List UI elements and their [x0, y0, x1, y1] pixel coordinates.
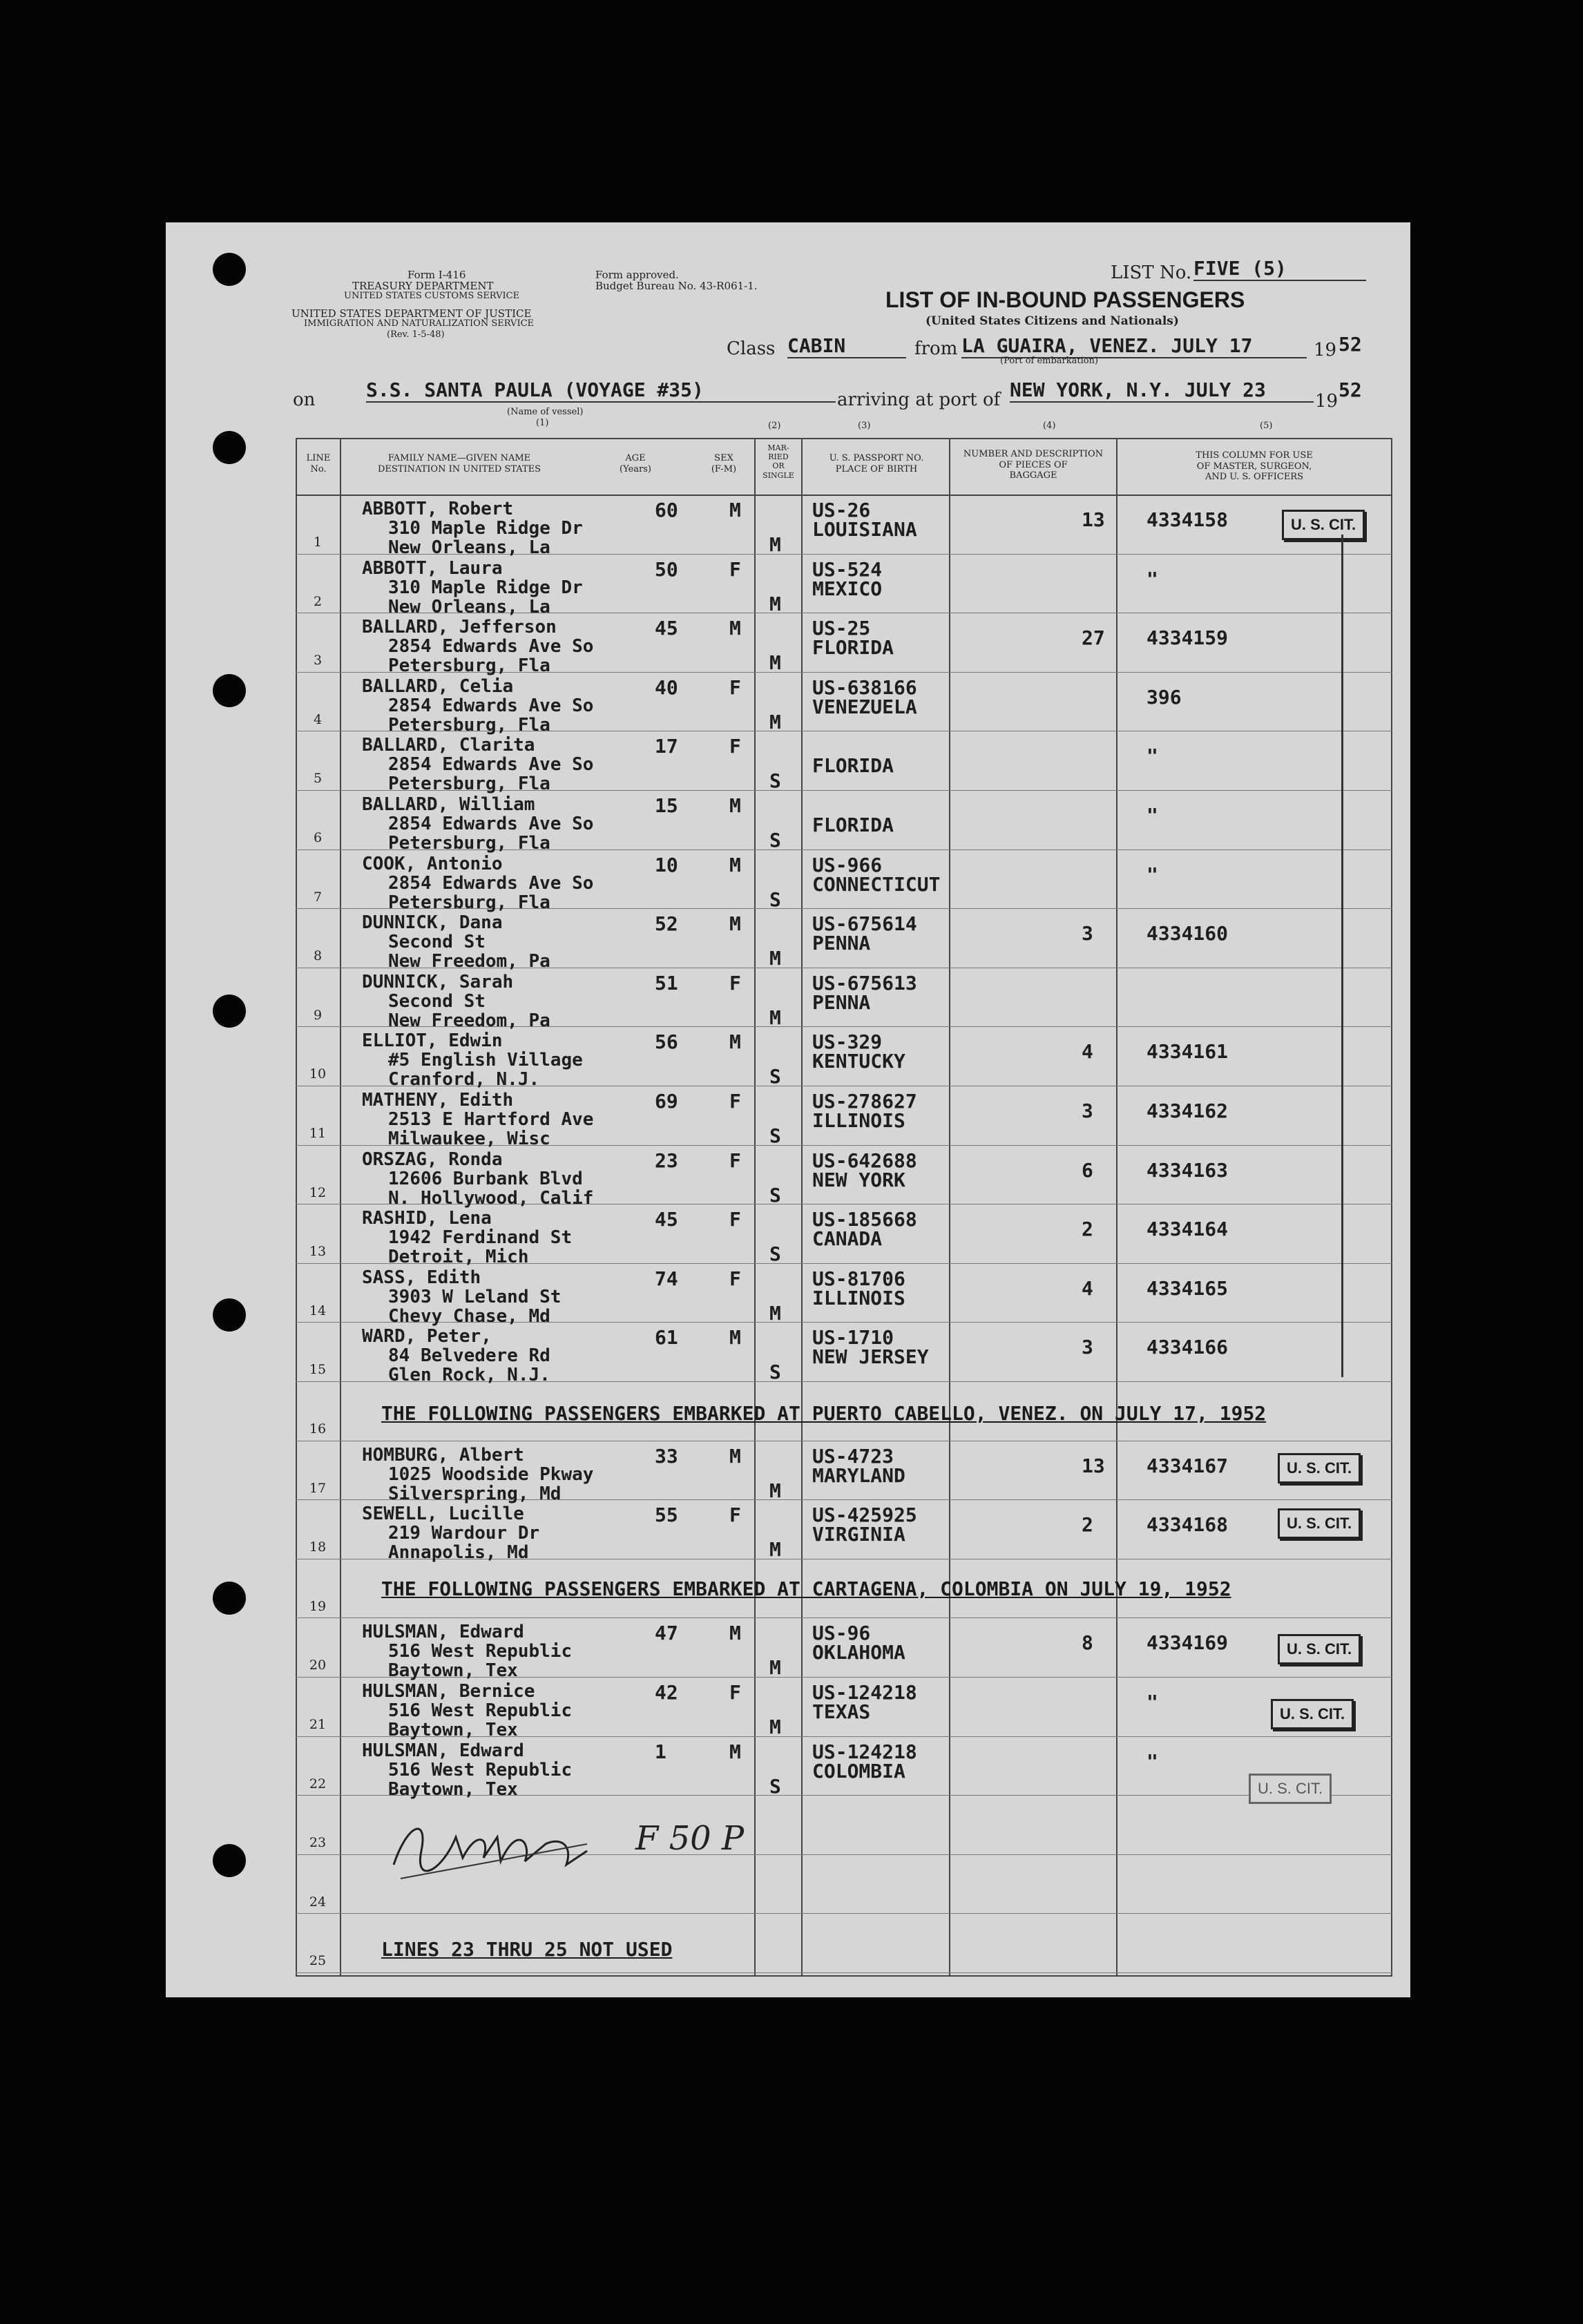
passport-number: US-4723 — [812, 1444, 894, 1468]
passenger-sex: F — [729, 1149, 741, 1172]
passenger-marital: S — [769, 1774, 781, 1798]
passenger-name: HULSMAN, Bernice — [362, 1681, 535, 1702]
place-of-birth: OKLAHOMA — [812, 1641, 905, 1664]
justice-dept: UNITED STATES DEPARTMENT OF JUSTICE — [291, 307, 532, 320]
punch-hole — [213, 674, 246, 707]
line-number: 2 — [313, 593, 323, 609]
col-sex-header: SEX (F-M) — [711, 453, 737, 474]
passenger-marital: S — [769, 1242, 781, 1266]
line-number: 23 — [309, 1835, 327, 1851]
line-number: 22 — [309, 1776, 327, 1792]
on-label: on — [293, 390, 316, 410]
officer-number: " — [1147, 1749, 1158, 1773]
passenger-sex: F — [729, 1090, 741, 1113]
place-of-birth: FLORIDA — [812, 814, 894, 836]
grid-line — [340, 438, 341, 1977]
passenger-age: 69 — [655, 1090, 678, 1113]
passenger-marital: M — [769, 533, 781, 556]
passport-number: US-25 — [812, 617, 871, 640]
passenger-age: 15 — [655, 794, 678, 817]
passenger-address: 310 Maple Ridge Dr — [388, 577, 583, 598]
passenger-sex: M — [729, 1030, 741, 1054]
col-name-header: FAMILY NAME—GIVEN NAME DESTINATION IN UNITED STATES — [377, 453, 541, 474]
grid-line — [949, 438, 950, 1977]
col5-number: (5) — [1260, 421, 1273, 431]
line-number: 19 — [309, 1598, 327, 1614]
line-number: 12 — [309, 1184, 327, 1200]
baggage-count: 2 — [1082, 1513, 1093, 1537]
col-baggage-header: NUMBER AND DESCRIPTION OF PIECES OF BAGGAGE — [963, 449, 1104, 481]
officer-number: " — [1147, 1691, 1158, 1713]
baggage-count: 3 — [1082, 1336, 1093, 1359]
col-officers-header: THIS COLUMN FOR USE OF MASTER, SURGEON, AND U. S. OFFICERS — [1196, 450, 1313, 483]
passenger-name: ABBOTT, Robert — [362, 499, 514, 519]
line-number: 17 — [309, 1480, 327, 1496]
us-citizen-stamp: U. S. CIT. — [1278, 1453, 1361, 1483]
passport-number: US-96 — [812, 1622, 871, 1645]
line-number: 4 — [313, 711, 323, 727]
from-label: from — [914, 338, 958, 359]
vessel-name: S.S. SANTA PAULA (VOYAGE #35) — [366, 378, 836, 403]
baggage-count: 13 — [1082, 1454, 1105, 1477]
passport-number: US-524 — [812, 557, 883, 581]
passenger-city: Cranford, N.J. — [388, 1069, 540, 1091]
grid-line — [1116, 438, 1117, 1977]
passenger-age: 55 — [655, 1504, 678, 1527]
place-of-birth: MARYLAND — [812, 1463, 905, 1487]
passenger-address: 2854 Edwards Ave So — [388, 754, 594, 776]
officer-number: " — [1147, 567, 1158, 590]
passenger-city: Petersburg, Fla — [388, 892, 550, 913]
col-line-header: LINE No. — [306, 453, 331, 474]
passenger-city: Chevy Chase, Md — [388, 1305, 550, 1327]
passenger-name: DUNNICK, Sarah — [362, 971, 514, 992]
passenger-age: 23 — [655, 1149, 678, 1172]
treasury-dept: TREASURY DEPARTMENT — [352, 280, 494, 292]
arrival-port: NEW YORK, N.Y. JULY 23 — [1010, 378, 1314, 403]
place-of-birth: COLOMBIA — [812, 1759, 905, 1783]
passenger-address: Second St — [388, 990, 486, 1012]
place-of-birth: VIRGINIA — [812, 1523, 905, 1546]
officer-number: " — [1147, 863, 1158, 886]
passenger-city: New Orleans, La — [388, 596, 550, 617]
place-of-birth: ILLINOIS — [812, 1286, 905, 1309]
table-bottom-rule — [296, 1975, 1392, 1977]
form-number: Form I-416 — [407, 269, 466, 281]
passenger-address: #5 English Village — [388, 1050, 583, 1071]
passenger-sex: F — [729, 1504, 741, 1527]
officer-number: 4334168 — [1147, 1513, 1229, 1537]
passenger-city: Baytown, Tex — [388, 1660, 518, 1682]
embarkation-port: LA GUAIRA, VENEZ. JULY 17 — [961, 334, 1307, 358]
passenger-age: 50 — [655, 557, 678, 581]
place-of-birth: MEXICO — [812, 577, 883, 600]
officer-number: 4334161 — [1147, 1040, 1229, 1064]
budget-bureau: Budget Bureau No. 43-R061-1. — [595, 280, 758, 292]
passenger-marital: S — [769, 1124, 781, 1147]
passenger-city: Petersburg, Fla — [388, 655, 550, 677]
officer-number: 4334166 — [1147, 1336, 1229, 1359]
passport-number: US-185668 — [812, 1208, 917, 1231]
passenger-age: 1 — [655, 1740, 666, 1763]
passenger-age: 42 — [655, 1681, 678, 1704]
place-of-birth: CANADA — [812, 1227, 883, 1251]
passenger-sex: M — [729, 912, 741, 936]
passenger-address: 516 West Republic — [388, 1700, 573, 1721]
passenger-address: 516 West Republic — [388, 1641, 573, 1662]
passenger-marital: M — [769, 1006, 781, 1029]
officer-number: 4334165 — [1147, 1276, 1229, 1300]
line-number: 14 — [309, 1303, 327, 1318]
row-rule — [296, 1972, 1392, 1973]
table-top-rule — [296, 438, 1392, 439]
passenger-city: Silverspring, Md — [388, 1483, 562, 1504]
passenger-address: 2854 Edwards Ave So — [388, 872, 594, 894]
passenger-name: HULSMAN, Edward — [362, 1622, 524, 1643]
passenger-sex: F — [729, 735, 741, 758]
passenger-city: Baytown, Tex — [388, 1720, 518, 1740]
passenger-address: 84 Belvedere Rd — [388, 1345, 550, 1367]
passport-number: US-642688 — [812, 1149, 917, 1172]
passenger-city: Milwaukee, Wisc — [388, 1129, 550, 1149]
officer-number: 4334163 — [1147, 1158, 1229, 1182]
passenger-age: 47 — [655, 1622, 678, 1645]
passenger-marital: M — [769, 592, 781, 615]
passenger-marital: S — [769, 1065, 781, 1088]
form-approved: Form approved. — [595, 269, 679, 281]
line-number: 16 — [309, 1421, 327, 1437]
col-age-header: AGE (Years) — [620, 453, 651, 474]
grid-line — [1391, 438, 1392, 1977]
place-of-birth: NEW YORK — [812, 1168, 905, 1191]
officer-number: 4334159 — [1147, 626, 1229, 650]
passenger-sex: M — [729, 1326, 741, 1350]
place-of-birth: NEW JERSEY — [812, 1345, 929, 1369]
passenger-sex: F — [729, 557, 741, 581]
passenger-city: Petersburg, Fla — [388, 714, 550, 736]
list-no-label: LIST No. — [1111, 262, 1192, 283]
passenger-marital: M — [769, 710, 781, 733]
passport-number: US-278627 — [812, 1090, 917, 1113]
ins-label: IMMIGRATION AND NATURALIZATION SERVICE — [304, 318, 535, 329]
officer-number: " — [1147, 745, 1158, 768]
grid-line — [801, 438, 803, 1977]
passenger-marital: M — [769, 947, 781, 970]
passenger-city: New Freedom, Pa — [388, 951, 550, 972]
passport-number: US-124218 — [812, 1740, 917, 1763]
passenger-address: 2854 Edwards Ave So — [388, 636, 594, 657]
passenger-address: 2854 Edwards Ave So — [388, 814, 594, 834]
grid-line — [296, 438, 297, 1977]
punch-hole — [213, 1844, 246, 1877]
passenger-sex: M — [729, 1622, 741, 1645]
passenger-sex: M — [729, 617, 741, 640]
officer-number: 4334164 — [1147, 1218, 1229, 1241]
col3-number: (3) — [858, 421, 871, 431]
us-citizen-stamp: U. S. CIT. — [1278, 1508, 1361, 1539]
grid-line — [754, 438, 756, 1977]
line-number: 20 — [309, 1658, 327, 1673]
passenger-age: 56 — [655, 1030, 678, 1054]
passenger-sex: F — [729, 971, 741, 995]
passenger-name: RASHID, Lena — [362, 1208, 492, 1229]
arrival-year: 52 — [1339, 378, 1362, 401]
passenger-marital: S — [769, 887, 781, 911]
passport-number: US-675614 — [812, 912, 917, 936]
baggage-count: 3 — [1082, 1099, 1093, 1122]
handwritten-code: F 50 P — [635, 1819, 745, 1858]
place-of-birth: LOUISIANA — [812, 518, 917, 541]
line-number: 15 — [309, 1362, 327, 1378]
passenger-sex: M — [729, 853, 741, 876]
place-of-birth: TEXAS — [812, 1700, 871, 1723]
passenger-address: 2513 E Hartford Ave — [388, 1109, 594, 1130]
passenger-sex: M — [729, 1444, 741, 1468]
line-number: 5 — [313, 771, 323, 787]
passenger-name: DUNNICK, Dana — [362, 912, 503, 934]
passenger-marital: M — [769, 1301, 781, 1325]
passenger-age: 45 — [655, 617, 678, 640]
passenger-sex: F — [729, 675, 741, 699]
passenger-name: MATHENY, Edith — [362, 1090, 514, 1111]
row-rule — [296, 1617, 1392, 1618]
line-number: 21 — [309, 1717, 327, 1732]
baggage-count: 3 — [1082, 922, 1093, 945]
punch-hole — [213, 1298, 246, 1332]
line-number: 13 — [309, 1244, 327, 1260]
passenger-name: BALLARD, Celia — [362, 675, 514, 697]
col-marital-header: MAR- RIED OR SINGLE — [762, 443, 794, 480]
passport-number: US-26 — [812, 499, 871, 521]
check-line — [1341, 535, 1343, 1377]
passenger-city: Baytown, Tex — [388, 1778, 518, 1800]
arriving-label: arriving at port of — [837, 390, 1001, 410]
place-of-birth: ILLINOIS — [812, 1109, 905, 1132]
passenger-marital: M — [769, 1656, 781, 1680]
passenger-name: BALLARD, Clarita — [362, 735, 535, 756]
passenger-age: 40 — [655, 675, 678, 699]
year-prefix: 19 — [1314, 340, 1337, 361]
passenger-sex: F — [729, 1681, 741, 1704]
officer-number: 4334169 — [1147, 1631, 1229, 1655]
vessel-caption: (Name of vessel) — [507, 407, 584, 417]
baggage-count: 4 — [1082, 1040, 1093, 1064]
header-bottom-rule — [296, 494, 1392, 496]
passenger-address: 310 Maple Ridge Dr — [388, 518, 583, 539]
arrival-year-prefix: 19 — [1315, 391, 1339, 412]
passenger-name: SASS, Edith — [362, 1267, 481, 1288]
class-label: Class — [727, 338, 776, 359]
passenger-city: N. Hollywood, Calif — [388, 1187, 594, 1209]
place-of-birth: CONNECTICUT — [812, 872, 941, 896]
passenger-address: 219 Wardour Dr — [388, 1523, 540, 1544]
passenger-name: SEWELL, Lucille — [362, 1504, 524, 1525]
line-number: 1 — [313, 535, 323, 550]
passenger-age: 60 — [655, 499, 678, 521]
passenger-sex: M — [729, 499, 741, 521]
officer-number: 4334158 — [1147, 508, 1229, 531]
place-of-birth: KENTUCKY — [812, 1050, 905, 1073]
line-number: 24 — [309, 1894, 327, 1910]
passport-number: US-425925 — [812, 1504, 917, 1527]
col1-caption: (1) — [536, 418, 549, 428]
punch-hole — [213, 253, 246, 286]
baggage-count: 6 — [1082, 1158, 1093, 1182]
baggage-count: 4 — [1082, 1276, 1093, 1300]
passenger-age: 45 — [655, 1208, 678, 1231]
line-number: 6 — [313, 830, 323, 845]
passenger-marital: S — [769, 1183, 781, 1207]
passenger-marital: M — [769, 651, 781, 675]
punch-hole — [213, 1582, 246, 1615]
passenger-address: 2854 Edwards Ave So — [388, 695, 594, 716]
baggage-count: 2 — [1082, 1218, 1093, 1241]
officer-number: 4334160 — [1147, 922, 1229, 945]
place-of-birth: FLORIDA — [812, 754, 894, 778]
passenger-age: 61 — [655, 1326, 678, 1350]
passenger-address: Second St — [388, 932, 486, 953]
passport-number: US-1710 — [812, 1326, 894, 1350]
passenger-marital: S — [769, 769, 781, 793]
passenger-name: WARD, Peter, — [362, 1326, 492, 1347]
col4-number: (4) — [1043, 421, 1056, 431]
list-number: FIVE (5) — [1193, 257, 1366, 281]
passenger-name: HOMBURG, Albert — [362, 1444, 524, 1466]
embarked-note-puerto-cabello: THE FOLLOWING PASSENGERS EMBARKED AT PUERTO CABELLO, VENEZ. ON JULY 17, 1952 — [381, 1402, 1267, 1425]
us-citizen-stamp: U. S. CIT. — [1282, 510, 1365, 540]
passenger-city: New Orleans, La — [388, 537, 550, 558]
passenger-city: Glen Rock, N.J. — [388, 1365, 550, 1386]
passenger-name: ELLIOT, Edwin — [362, 1030, 503, 1052]
passenger-age: 74 — [655, 1267, 678, 1290]
passenger-age: 10 — [655, 853, 678, 876]
passenger-name: ABBOTT, Laura — [362, 557, 503, 579]
line-number: 11 — [309, 1126, 327, 1141]
baggage-count: 27 — [1082, 626, 1105, 650]
passenger-age: 33 — [655, 1444, 678, 1468]
passenger-age: 51 — [655, 971, 678, 995]
officer-number: 4334162 — [1147, 1099, 1229, 1122]
place-of-birth: VENEZUELA — [812, 695, 917, 718]
line-number: 18 — [309, 1539, 327, 1555]
passport-number: US-675613 — [812, 971, 917, 995]
passport-number: US-638166 — [812, 675, 917, 699]
officer-number: 4334167 — [1147, 1454, 1229, 1477]
line-number: 10 — [309, 1066, 327, 1082]
passenger-marital: S — [769, 829, 781, 852]
line-number: 7 — [313, 889, 323, 905]
passenger-city: New Freedom, Pa — [388, 1010, 550, 1031]
passenger-sex: F — [729, 1267, 741, 1290]
col-passport-header: U. S. PASSPORT NO. PLACE OF BIRTH — [829, 453, 924, 474]
baggage-count: 8 — [1082, 1631, 1093, 1655]
row-rule — [296, 1913, 1392, 1914]
passenger-address: 1025 Woodside Pkway — [388, 1463, 594, 1485]
punch-hole — [213, 995, 246, 1028]
passenger-age: 17 — [655, 735, 678, 758]
passenger-sex: F — [729, 1208, 741, 1231]
passport-number: US-329 — [812, 1030, 883, 1054]
passenger-marital: M — [769, 1538, 781, 1562]
passenger-age: 52 — [655, 912, 678, 936]
place-of-birth: PENNA — [812, 990, 871, 1014]
embark-year: 52 — [1339, 333, 1362, 356]
baggage-count: 13 — [1082, 508, 1105, 531]
place-of-birth: PENNA — [812, 932, 871, 955]
passport-number: US-966 — [812, 853, 883, 876]
passenger-city: Detroit, Mich — [388, 1247, 529, 1268]
passenger-name: BALLARD, Jefferson — [362, 617, 557, 638]
passenger-name: ORSZAG, Ronda — [362, 1149, 503, 1170]
passenger-name: BALLARD, William — [362, 794, 535, 815]
passenger-address: 12606 Burbank Blvd — [388, 1168, 583, 1189]
us-citizen-stamp: U. S. CIT. — [1278, 1634, 1361, 1664]
passport-number: US-124218 — [812, 1681, 917, 1704]
passenger-sex: M — [729, 1740, 741, 1763]
class-value: CABIN — [787, 334, 906, 358]
line-number: 25 — [309, 1953, 327, 1969]
punch-hole — [213, 431, 246, 464]
passenger-marital: M — [769, 1479, 781, 1502]
passenger-name: HULSMAN, Edward — [362, 1740, 524, 1761]
revision: (Rev. 1-5-48) — [387, 329, 445, 340]
passenger-city: Annapolis, Md — [388, 1542, 529, 1564]
col2-number: (2) — [768, 421, 781, 431]
line-number: 9 — [313, 1007, 323, 1023]
place-of-birth: FLORIDA — [812, 636, 894, 660]
passenger-name: COOK, Antonio — [362, 853, 503, 874]
passenger-marital: M — [769, 1716, 781, 1738]
us-citizen-stamp: U. S. CIT. — [1271, 1699, 1354, 1729]
customs-service: UNITED STATES CUSTOMS SERVICE — [344, 291, 520, 301]
passenger-marital: S — [769, 1361, 781, 1384]
passenger-city: Petersburg, Fla — [388, 774, 550, 795]
line-number: 8 — [313, 948, 323, 964]
passenger-address: 1942 Ferdinand St — [388, 1227, 573, 1249]
passport-number: US-81706 — [812, 1267, 905, 1290]
line-number: 3 — [313, 653, 323, 669]
us-citizen-stamp-faint: U. S. CIT. — [1249, 1774, 1332, 1804]
port-caption: (Port of embarkation) — [1000, 356, 1099, 366]
passenger-address: 516 West Republic — [388, 1759, 573, 1780]
passenger-sex: M — [729, 794, 741, 817]
page-title: LIST OF IN-BOUND PASSENGERS — [885, 287, 1245, 312]
officer-number: 396 — [1147, 685, 1182, 709]
passenger-address: 3903 W Leland St — [388, 1286, 562, 1307]
page-subtitle: (United States Citizens and Nationals) — [925, 314, 1179, 328]
passenger-city: Petersburg, Fla — [388, 833, 550, 854]
officer-number: " — [1147, 804, 1158, 827]
footer-note: LINES 23 THRU 25 NOT USED — [381, 1938, 673, 1961]
embarked-note-cartagena: THE FOLLOWING PASSENGERS EMBARKED AT CARTAGENA, COLOMBIA ON JULY 19, 1952 — [381, 1577, 1231, 1600]
